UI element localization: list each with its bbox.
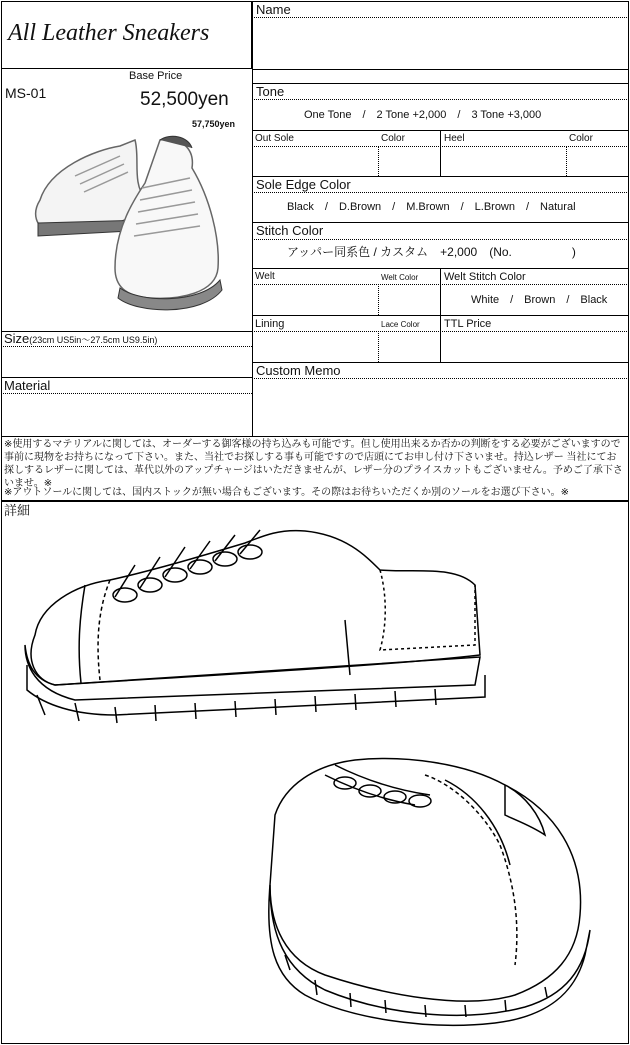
name-field[interactable] (253, 18, 628, 68)
note-outsole: ※アウトソールに関しては、国内ストックが無い場合もございます。その際はお待ちいただくか別のソールをお選び下さい。※ (4, 487, 570, 498)
out-sole-color-label: Color (381, 133, 405, 144)
custom-memo-field[interactable] (253, 379, 628, 435)
heel-field[interactable] (441, 147, 565, 175)
note-materials: ※使用するマテリアルに関しては、オーダーする御客様の持ち込みも可能です。但し使用出来るか否かの判断をする必要がございますので事前に現物をお持ちになって下さい。また、当社でお探しする事も可能ですので店頭にてお申し付け下さいませ。持込レザー 当社にてお探しするレザーに関しては、革代以外のアップチャージはいただきませんが、レザー分のプライスカットもございません。予めご了承下さいませ。※ (4, 439, 623, 489)
out-sole-field[interactable] (253, 147, 377, 175)
welt-field[interactable] (253, 285, 377, 314)
name-label: Name (256, 2, 291, 17)
lace-color-label: Lace Color (381, 320, 420, 329)
tone-options[interactable]: One Tone / 2 Tone +2,000 / 3 Tone +3,000 (304, 109, 542, 121)
page-title: All Leather Sneakers (8, 20, 210, 46)
stitch-color-options[interactable]: アッパー同系色 / カスタム +2,000 (No. ) (287, 245, 576, 259)
base-price-label: Base Price (129, 70, 183, 82)
detail-drawing (15, 525, 615, 1025)
heel-color-label: Color (569, 133, 593, 144)
tax-price: 57,750yen (192, 119, 236, 129)
base-price: 52,500yen (140, 89, 229, 110)
size-range: (23cm US5in〜27.5cm US9.5in) (29, 335, 158, 345)
detail-label: 詳細 (4, 503, 31, 518)
welt-stitch-options[interactable]: White / Brown / Black (471, 294, 608, 306)
custom-memo-label: Custom Memo (256, 363, 341, 378)
tone-label: Tone (256, 84, 285, 99)
out-sole-color-field[interactable] (379, 147, 439, 175)
welt-label: Welt (255, 271, 275, 282)
out-sole-label: Out Sole (255, 133, 294, 144)
material-field[interactable] (2, 394, 251, 435)
shoe-drawing-rear (269, 759, 590, 1026)
heel-label: Heel (444, 133, 465, 144)
stitch-color-label: Stitch Color (256, 223, 324, 238)
welt-color-field[interactable] (379, 285, 439, 314)
lace-color-field[interactable] (379, 332, 439, 361)
welt-color-label: Welt Color (381, 273, 419, 282)
ttl-price-label: TTL Price (444, 318, 492, 330)
heel-color-field[interactable] (567, 147, 628, 175)
shoe-drawing-side (25, 530, 485, 723)
lining-label: Lining (255, 318, 285, 330)
product-photo (20, 128, 240, 328)
ttl-price-field[interactable] (441, 332, 628, 361)
size-title: Size (4, 331, 30, 346)
size-field[interactable] (2, 347, 251, 376)
welt-stitch-label: Welt Stitch Color (444, 271, 526, 283)
model-number: MS-01 (5, 85, 47, 101)
sole-edge-label: Sole Edge Color (256, 177, 351, 192)
sole-edge-options[interactable]: Black / D.Brown / M.Brown / L.Brown / Natural (287, 201, 576, 213)
material-label: Material (4, 378, 51, 393)
lining-field[interactable] (253, 332, 377, 361)
